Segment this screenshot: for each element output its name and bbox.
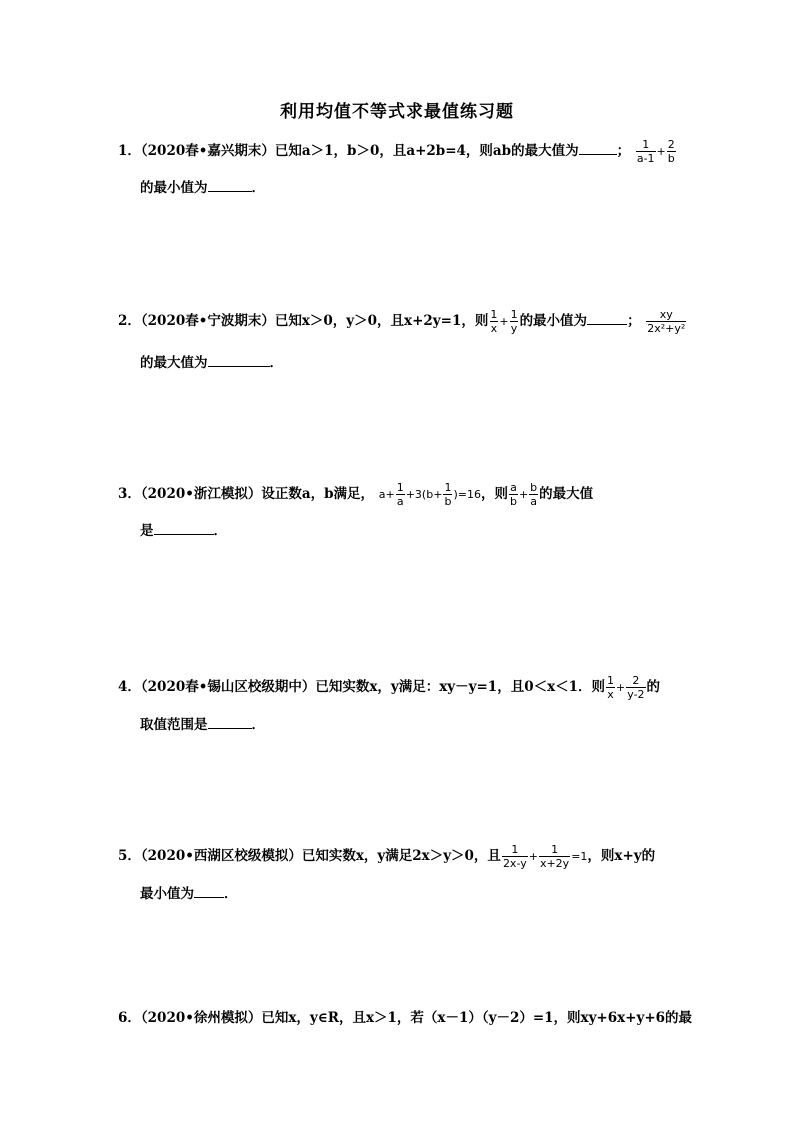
problem-source: （2020•西湖区校级模拟） bbox=[140, 848, 302, 864]
problem-text: 设正数a，b满足， bbox=[261, 486, 375, 502]
problem-number: 4． bbox=[118, 679, 141, 695]
fraction: $\frac{1}{a}$ bbox=[396, 481, 404, 508]
problem-5-line-1 bbox=[118, 843, 678, 870]
problem-3-line-1 bbox=[118, 481, 678, 508]
answer-blank bbox=[208, 714, 252, 729]
problem-text: ，则 bbox=[480, 486, 508, 502]
problem-number: 1． bbox=[118, 143, 141, 159]
problem-source: （2020春•宁波期末） bbox=[140, 313, 275, 329]
plus-sign: + bbox=[518, 488, 529, 501]
problem-5-line-2 bbox=[140, 883, 700, 904]
period: ． bbox=[251, 180, 265, 196]
fraction: $\frac{1}{a-1}$ bbox=[636, 138, 655, 165]
problem-1-line-1 bbox=[118, 138, 678, 165]
problem-6-line-1 bbox=[118, 1008, 693, 1028]
fraction: $\frac{1}{x+2y}$ bbox=[539, 843, 570, 870]
fraction: $\frac{xy}{\text{2x²+y²}}$ bbox=[647, 308, 686, 335]
problem-3-line-2 bbox=[140, 520, 700, 541]
problem-2-line-2 bbox=[140, 352, 700, 373]
problem-text: 的最小值为 bbox=[519, 313, 588, 329]
answer-blank bbox=[194, 883, 224, 898]
problem-text: 的最大值 bbox=[539, 486, 594, 502]
problem-source: （2020春•锡山区校级期中） bbox=[140, 679, 316, 695]
answer-blank bbox=[587, 310, 627, 325]
problem-1-line-2 bbox=[140, 177, 700, 198]
separator: ； bbox=[627, 313, 641, 329]
problem-source: （2020•徐州模拟） bbox=[140, 1010, 262, 1026]
problem-source: （2020春•嘉兴期末） bbox=[140, 143, 275, 159]
answer-blank bbox=[208, 177, 252, 192]
problem-text: 最小值为 bbox=[140, 886, 194, 902]
problem-number: 5． bbox=[118, 848, 141, 864]
fraction: $\frac{b}{a}$ bbox=[530, 481, 538, 508]
separator: ； bbox=[616, 143, 631, 159]
page-title: 利用均值不等式求最值练习题 bbox=[280, 102, 514, 122]
problem-number: 6． bbox=[118, 1010, 141, 1026]
fraction: $\frac{1}{b}$ bbox=[444, 481, 452, 508]
problem-4-line-2 bbox=[140, 714, 700, 735]
problem-text: 是 bbox=[140, 523, 154, 539]
math-expression: )=16 bbox=[453, 488, 481, 501]
math-expression: =1 bbox=[571, 850, 588, 863]
answer-blank bbox=[208, 352, 270, 367]
math-expression: a+ bbox=[378, 488, 395, 501]
period: ． bbox=[224, 886, 238, 902]
answer-blank bbox=[154, 520, 214, 535]
fraction: $\frac{1}{x}$ bbox=[607, 674, 615, 701]
problem-4-line-1 bbox=[118, 674, 678, 701]
problem-text: 取值范围是 bbox=[140, 717, 208, 733]
fraction: $\frac{1}{x}$ bbox=[490, 308, 498, 335]
fraction: $\frac{1}{2x-y}$ bbox=[502, 843, 527, 870]
period: ． bbox=[269, 355, 283, 371]
problem-text: 已知实数x，y满足2x＞y＞0，且 bbox=[301, 848, 501, 864]
answer-blank bbox=[579, 140, 617, 155]
fraction: $\frac{1}{y}$ bbox=[510, 308, 518, 335]
plus-sign: + bbox=[656, 145, 666, 158]
fraction: $\frac{2}{y-2}$ bbox=[627, 674, 645, 701]
problem-text: ，则x+y的 bbox=[587, 848, 656, 864]
period: ． bbox=[251, 717, 265, 733]
problem-text: 的最大值为 bbox=[140, 355, 208, 371]
problem-text: 已知实数x，y满足：xy－y=1，且0＜x＜1．则 bbox=[315, 679, 606, 695]
problem-text: 已知a＞1，b＞0，且a+2b=4，则ab的最大值为 bbox=[274, 143, 579, 159]
problem-2-line-1 bbox=[118, 308, 686, 335]
problem-number: 3． bbox=[118, 486, 141, 502]
problem-source: （2020•浙江模拟） bbox=[140, 486, 262, 502]
period: ． bbox=[213, 523, 227, 539]
fraction: $\frac{2}{b}$ bbox=[667, 138, 675, 165]
problem-text: 的最小值为 bbox=[140, 180, 208, 196]
fraction: $\frac{a}{b}$ bbox=[509, 481, 517, 508]
plus-sign: + bbox=[616, 681, 626, 694]
problem-number: 2． bbox=[118, 313, 141, 329]
problem-text: 的 bbox=[646, 679, 661, 695]
problem-text: 已知x，y∈R，且x＞1，若（x－1）（y－2）=1，则xy+6x+y+6的最 bbox=[261, 1010, 693, 1026]
plus-sign: + bbox=[528, 850, 538, 863]
plus-sign: + bbox=[499, 315, 509, 328]
problem-text: 已知x＞0，y＞0，且x+2y=1，则 bbox=[274, 313, 489, 329]
math-expression: +3(b+ bbox=[405, 488, 443, 501]
